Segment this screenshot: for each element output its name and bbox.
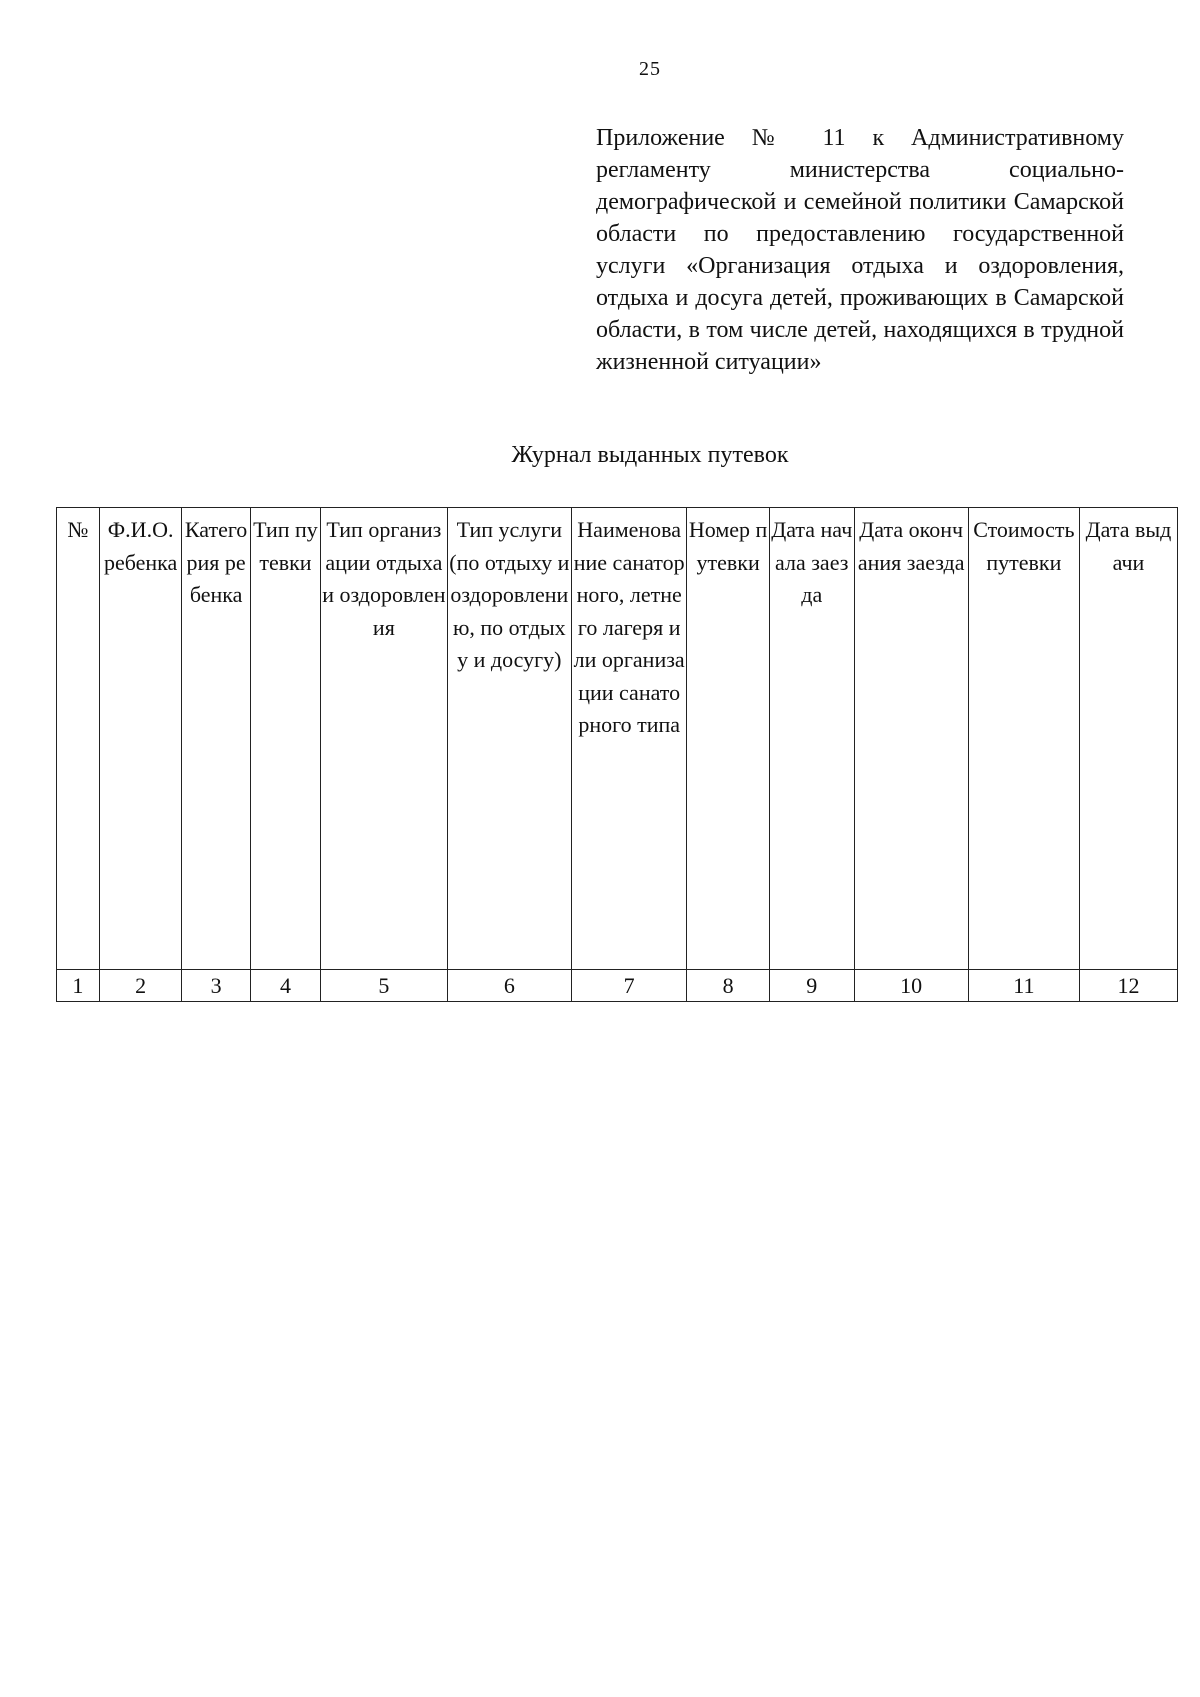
table-header-row (57, 508, 1178, 970)
column-number-cell: 3 (182, 970, 250, 1002)
column-number-cell: 9 (769, 970, 854, 1002)
page-number: 25 (639, 58, 661, 80)
column-header-end-date: Дата окончания заезда (854, 508, 968, 970)
column-number-row (57, 970, 1178, 1002)
column-number-cell: 4 (250, 970, 320, 1002)
column-header-issue-date: Дата выдачи (1079, 508, 1177, 970)
appendix-reference: Приложение № 11 к Административному регламенту министерства социально-демографической и семейной политики Самарской области по предоставлению государственной услуги «Организация отдыха и оздоровления, отдыха и досуга детей, проживающих в Самарской области, в том числе детей, находящихся в трудной жизненной ситуации» (596, 125, 1124, 375)
column-number-cell: 8 (687, 970, 770, 1002)
column-number-cell: 1 (57, 970, 100, 1002)
column-number-cell: 10 (854, 970, 968, 1002)
column-header-camp-name: Наименование санаторного, летнего лагеря или организации санаторного типа (572, 508, 687, 970)
column-header-voucher-number: Номер путевки (687, 508, 770, 970)
column-header-service-type: Тип услуги (по отдыху и оздоровлению, по отдыху и досугу) (447, 508, 571, 970)
column-number-cell: 5 (321, 970, 447, 1002)
vouchers-journal-table (56, 507, 1178, 1002)
column-header-voucher-cost: Стоимость путевки (968, 508, 1079, 970)
column-header-child-name: Ф.И.О. ребенка (99, 508, 182, 970)
column-header-child-category: Категория ребенка (182, 508, 250, 970)
column-number-cell: 2 (99, 970, 182, 1002)
column-header-number: № (57, 508, 100, 970)
column-header-start-date: Дата начала заезда (769, 508, 854, 970)
column-number-cell: 6 (447, 970, 571, 1002)
document-title: Журнал выданных путевок (511, 442, 789, 468)
column-header-organization-type: Тип организации отдыха и оздоровления (321, 508, 447, 970)
column-number-cell: 12 (1079, 970, 1177, 1002)
column-number-cell: 11 (968, 970, 1079, 1002)
column-number-cell: 7 (572, 970, 687, 1002)
column-header-voucher-type: Тип путевки (250, 508, 320, 970)
